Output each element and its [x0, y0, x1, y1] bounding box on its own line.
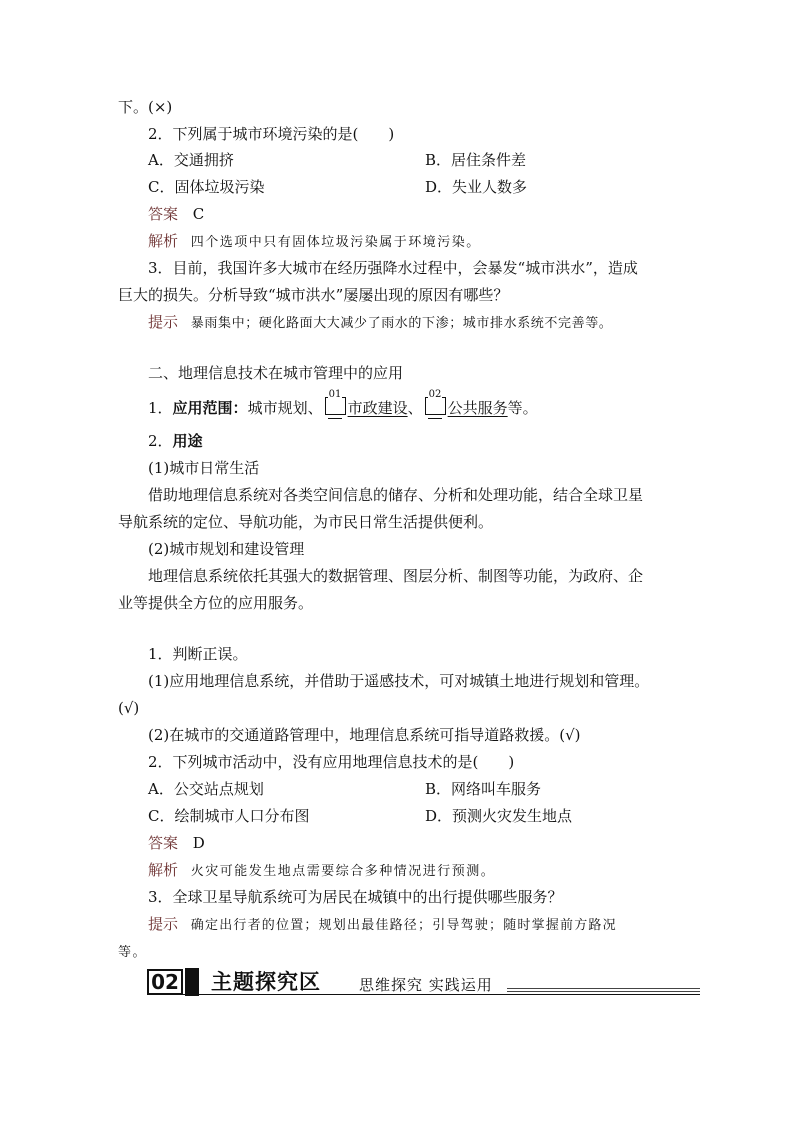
- hint-text: 暴雨集中；硬化路面大大减少了雨水的下渗；城市排水系统不完善等。: [190, 316, 613, 331]
- use2-title: (2)城市规划和建设管理: [148, 540, 305, 558]
- scope-row: [148, 389, 538, 418]
- use-num: 2．: [148, 432, 173, 450]
- q2-option-d: D．失业人数多: [425, 178, 528, 196]
- use-row: [148, 431, 203, 451]
- section-number-box: 02: [147, 969, 183, 995]
- hint-text: 确定出行者的位置；规划出最佳路径；引导驾驶；随时掌握前方路况: [190, 918, 617, 933]
- analysis-label: 解析: [148, 232, 179, 250]
- section2-heading: 二、地理信息技术在城市管理中的应用: [148, 364, 404, 382]
- s3-q2-answer-row: [148, 833, 205, 853]
- scope-text: 城市规划、: [247, 399, 323, 417]
- s3-q1-item2: (2)在城市的交通道路管理中，地理信息系统可指导道路救援。(√): [148, 726, 581, 744]
- hint-label: 提示: [148, 915, 179, 933]
- blank-marker-02: 02: [425, 397, 446, 415]
- blank2-answer: 公共服务: [447, 399, 508, 417]
- banner-divider-bar: [185, 968, 199, 996]
- s3-q1-item1-line1: (1)应用地理信息系统，并借助于遥感技术，可对城镇土地进行规划和管理。: [148, 672, 650, 690]
- q3-hint-row: [148, 312, 612, 334]
- use2-line1: 地理信息系统依托其强大的数据管理、图层分析、制图等功能，为政府、企: [148, 567, 644, 585]
- blank-marker-01: 01: [325, 397, 346, 415]
- answer-value: C: [192, 205, 205, 223]
- banner-rule-2: [507, 991, 700, 992]
- blank1-answer: 市政建设: [347, 399, 408, 417]
- hint-text-cont: 等。: [118, 945, 148, 960]
- s3-q3-hint-line2: [118, 941, 147, 963]
- answer-label: 答案: [148, 205, 179, 223]
- use1-title: (1)城市日常生活: [148, 459, 260, 477]
- q3-line2: 巨大的损失。分析导致“城市洪水”屡屡出现的原因有哪些？: [118, 286, 509, 304]
- analysis-text: 火灾可能发生地点需要综合多种情况进行预测。: [190, 864, 496, 879]
- section-subtitle: 思维探究 实践运用: [359, 976, 493, 994]
- hint-label: 提示: [148, 313, 179, 331]
- q2-analysis-row: [148, 231, 481, 253]
- scope-num: 1．: [148, 399, 173, 417]
- s3-q1-item1-line2: (√): [118, 699, 140, 717]
- use1-line2: 导航系统的定位、导航功能，为市民日常生活提供便利。: [118, 513, 494, 531]
- s3-q1-prompt: 1．判断正误。: [148, 645, 248, 663]
- banner-rule-1: [507, 988, 700, 989]
- s3-q3-prompt: 3．全球卫星导航系统可为居民在城镇中的出行提供哪些服务？: [148, 888, 563, 906]
- q2-option-c: C．固体垃圾污染: [148, 178, 265, 196]
- s3-q2-analysis-row: [148, 860, 495, 882]
- q2-answer-row: [148, 204, 204, 224]
- use-label: 用途: [172, 432, 203, 450]
- use1-line1: 借助地理信息系统对各类空间信息的储存、分析和处理功能，结合全球卫星: [148, 486, 644, 504]
- s3-q2-option-d: D．预测火灾发生地点: [425, 807, 573, 825]
- q2-option-b: B．居住条件差: [425, 151, 527, 169]
- q3-line1: 3．目前，我国许多大城市在经历强降水过程中，会暴发“城市洪水”，造成: [148, 259, 638, 277]
- analysis-text: 四个选项中只有固体垃圾污染属于环境污染。: [190, 235, 481, 250]
- use2-line2: 业等提供全方位的应用服务。: [118, 594, 314, 612]
- q2-option-a: A．交通拥挤: [148, 151, 234, 169]
- answer-label: 答案: [148, 834, 179, 852]
- scope-label: 应用范围：: [172, 399, 248, 417]
- s3-q2-option-a: A．公交站点规划: [148, 780, 264, 798]
- s3-q2-prompt: 2．下列城市活动中，没有应用地理信息技术的是( ): [148, 753, 515, 771]
- scope-sep: 、: [407, 399, 423, 417]
- continued-text: 下。(×): [118, 98, 173, 116]
- s3-q2-option-c: C．绘制城市人口分布图: [148, 807, 310, 825]
- scope-end: 等。: [507, 399, 538, 417]
- q2-prompt: 2．下列属于城市环境污染的是( ): [148, 125, 395, 143]
- section-banner: [147, 966, 700, 998]
- answer-value: D: [192, 834, 205, 852]
- s3-q2-option-b: B．网络叫车服务: [425, 780, 542, 798]
- section-title: 主题探究区: [211, 969, 321, 994]
- s3-q3-hint-row: [148, 914, 617, 936]
- analysis-label: 解析: [148, 861, 179, 879]
